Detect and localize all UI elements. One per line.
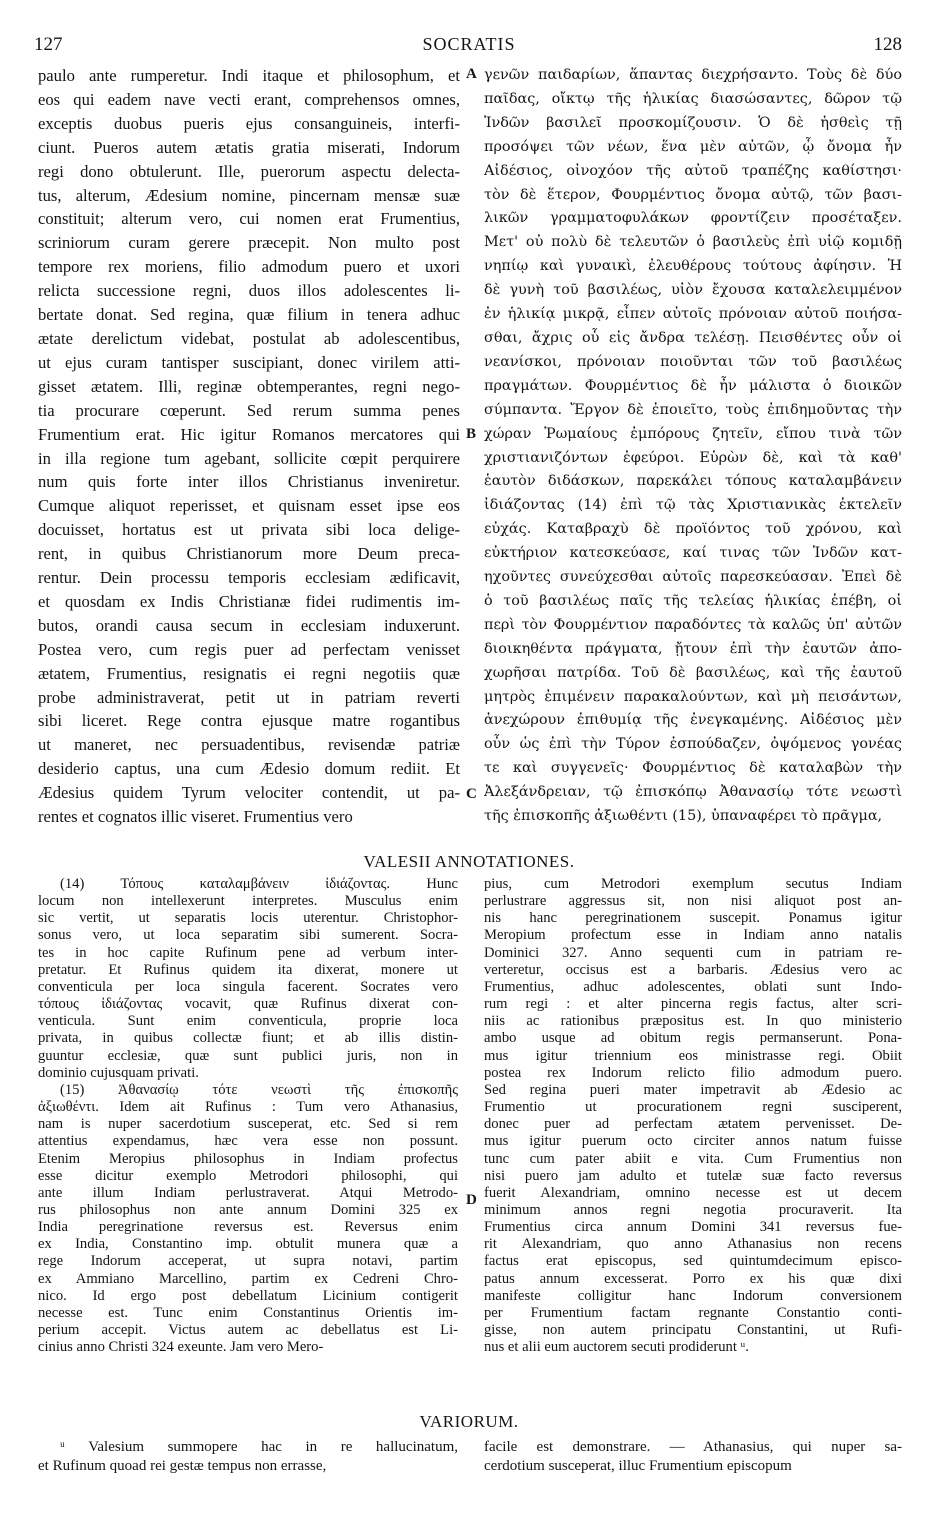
text-line: παῖδας, οἴκτῳ τῆς ἡλικίας διασώσαντες, δῶρον τῷ bbox=[484, 90, 902, 107]
text-line: ante illum Indiam perlustraverat. Atqui Metrodo- bbox=[38, 1184, 458, 1201]
text-line: rum regi : et alter pincerna regis factus, alter scri- bbox=[484, 996, 902, 1013]
text-line: Ἀλεξάνδρειαν, τῷ ἐπισκόπῳ Ἀθανασίῳ τότε νεωστὶ bbox=[484, 784, 902, 801]
text-line: Ἰνδῶν βασιλεῖ προσκομίζουσιν. Ὁ δὲ ἡσθεὶς τῇ bbox=[484, 114, 902, 131]
text-line: venticula. Sunt enim conventicula, proprie loca bbox=[38, 1013, 458, 1030]
text-line: relicta successione regni, duos illos adolescentes li- bbox=[38, 281, 460, 301]
text-line: rentes et cognatos illic viseret. Frumentius vero bbox=[38, 807, 353, 827]
text-line: σύμπαντα. Ἔργον δὲ ἐποιεῖτο, τοὺς ἐπιδημοῦντας τὴν bbox=[484, 401, 902, 418]
text-line: perlustrare aggressus sit, non nisi aliquot post an- bbox=[484, 893, 902, 910]
text-line: nus et alii eum auctorem secuti prodiderunt ᵘ. bbox=[484, 1339, 749, 1356]
variorum-heading: VARIORUM. bbox=[419, 1412, 519, 1431]
text-line: Sed regina pueri mater impetravit ab Ædesio ac bbox=[484, 1081, 902, 1098]
page-number-right: 128 bbox=[873, 34, 902, 55]
text-line: ut ejus curam tantisper suscipiant, donec virilem atti- bbox=[38, 352, 460, 372]
text-line: Μετ' οὐ πολὺ δὲ τελευτῶν ὁ βασιλεὺς ἐπὶ υἱῷ κομιδῇ bbox=[484, 234, 902, 251]
text-line: conventicula per loca singula facerent. Socrates vero bbox=[38, 978, 458, 995]
text-line: gisset ætatem. Illi, reginæ obtemperantes, regni nego- bbox=[38, 376, 460, 396]
text-line: num quis forte inter illos Christianus inveniretur. bbox=[38, 472, 460, 492]
text-line: rege Indorum acceperat, ut supra notavi, partim bbox=[38, 1253, 458, 1270]
text-line: rentur. Dein processu temporis ecclesiam ædificavit, bbox=[38, 568, 460, 588]
text-line: Cumque aliquot reperisset, et quisnam esset ipse eos bbox=[38, 496, 460, 516]
text-line: ciunt. Pueros autem ætatis gratia miserati, Indorum bbox=[38, 137, 460, 157]
text-line: et Rufinum quoad rei gestæ tempus non errasse, bbox=[38, 1458, 327, 1474]
text-line: νηπίῳ καὶ γυναικὶ, ἐλευθέρους τούτους ἀφίησιν. Ἡ bbox=[484, 258, 902, 275]
text-line: ἀνεχώρουν ἐπιθυμίᾳ τῆς ἐνεγκαμένης. Αἰδέσιος μὲν bbox=[484, 712, 902, 729]
text-line: σθαι, ἄχρις οὗ εἰς ἄνδρα τελέσῃ. Πεισθέντες οὖν οἱ bbox=[484, 329, 902, 346]
text-line: minimum annos regni negotia procuraverit. Ita bbox=[484, 1201, 902, 1218]
text-line: nico. Id ergo post debellatum Licinium contigerit bbox=[38, 1287, 458, 1304]
text-line: τόπους ἰδιάζοντας vocavit, quæ Rufinus dixerat con- bbox=[38, 996, 458, 1013]
text-line: et quosdam ex Indis Christianæ fidei rudimentis im- bbox=[38, 591, 460, 611]
text-line: χριστιανιζόντων ἐφεύροι. Εὑρὼν δὲ, καὶ τὰ καθ' bbox=[484, 449, 902, 466]
text-line: rent, in quibus Christianorum more Deum preca- bbox=[38, 544, 460, 564]
text-line: necesse est. Tunc enim Constantinus Orientis im- bbox=[38, 1304, 458, 1321]
text-line: περὶ τὸν Φουρμέντιον παραδόντες τὰ καλῶς ὑπ' αὐτῶν bbox=[484, 616, 902, 633]
text-line: τε καὶ συγγενεῖς· Φουρμέντιος δὲ καταλαβὼν τὴν bbox=[484, 760, 902, 777]
text-line: rus philosophus non ante annum Domini 325 ex bbox=[38, 1201, 458, 1218]
text-line: guuntur ecclesiæ, quæ sunt publici juris, non in bbox=[38, 1047, 458, 1064]
text-line: tunc cum pater abiit e vita. Cum Frumentius non bbox=[484, 1150, 902, 1167]
text-line: tes in hoc capite Rufinum pene ad verbum inter- bbox=[38, 944, 458, 961]
text-line: Meropium profectum esse in Indiam anno natalis bbox=[484, 927, 902, 944]
text-line: dominio cujusquam privati. bbox=[38, 1064, 199, 1081]
text-line: scriniorum curam gerere præcepit. Non multo post bbox=[38, 233, 460, 253]
text-line: patus annum excesserat. Porro ex his quæ dixi bbox=[484, 1270, 902, 1287]
annotations-left-column bbox=[38, 876, 458, 1356]
text-line: facile est demonstrare. — Athanasius, qui nuper sa- bbox=[484, 1439, 902, 1455]
text-line: mus igitur puerum octo circiter annos natum fuisse bbox=[484, 1133, 902, 1150]
text-line: γενῶν παιδαρίων, ἅπαντας διεχρήσαντο. Τοὺς δὲ δύο bbox=[484, 67, 902, 83]
text-line: fuerit Alexandriam, omnino necesse est ut decem bbox=[484, 1184, 902, 1201]
text-line: ᵘ Valesium summopere hac in re hallucinatum, bbox=[60, 1439, 458, 1455]
text-line: in illa regione tum agebant, sollicite cœpit perquirere bbox=[38, 448, 460, 468]
variorum-left-column bbox=[38, 1438, 458, 1476]
text-line: Frumentio ut procurationem regni susciperent, bbox=[484, 1099, 902, 1116]
text-line: pius, cum Metrodori exemplum secutus Indiam bbox=[484, 876, 902, 892]
text-line: bertate donat. Sed regina, quæ filium in tenera adhuc bbox=[38, 305, 460, 325]
text-line: manifeste colligitur hanc Indorum conversionem bbox=[484, 1287, 902, 1304]
margin-marker-d: D bbox=[466, 1192, 477, 1208]
text-line: δὲ γυνὴ τοῦ βασιλέως, υἱὸν ἔχουσα καταλελειμμένον bbox=[484, 282, 902, 299]
text-line: Ædesius quidem Tyrum velociter contendit, ut pa- bbox=[38, 783, 460, 803]
text-line: ambo usque ad obitum regis permanserunt. Pona- bbox=[484, 1030, 902, 1047]
text-line: νεανίσκοι, πρόνοιαν ποιοῦνται τῶν τοῦ βασιλέως bbox=[484, 353, 902, 370]
text-line: mus igitur triennium eos ministrasse regi. Obiit bbox=[484, 1047, 902, 1064]
text-line: butos, orandi causa secum in ecclesiam induxerunt. bbox=[38, 615, 460, 635]
annotations-heading: VALESII ANNOTATIONES. bbox=[363, 852, 575, 871]
text-line: Dominici 327. Anno sequenti cum in patriam re- bbox=[484, 944, 902, 961]
text-line: cerdotium susceperat, illuc Frumentium episcopum bbox=[484, 1458, 792, 1474]
text-line: χώραν Ῥωμαίους ἐμπόρους ζητεῖν, εἴπου τινὰ τῶν bbox=[484, 425, 902, 442]
text-line: προσόψει τῶν νέων, ἕνα μὲν αὐτῶν, ᾧ ὄνομα ἦν bbox=[484, 138, 902, 155]
text-line: (14) Τόπους καταλαμβάνειν ἰδιάζοντας. Hunc bbox=[60, 876, 458, 892]
text-line: eos qui eadem nave vecti erant, comprehensos omnes, bbox=[38, 89, 460, 109]
text-line: ὁ τοῦ βασιλέως παῖς τῆς τελείας ἡλικίας ἐπέβη, οἱ bbox=[484, 592, 902, 609]
text-line: ætate derelictum videbat, postulat ab adolescentibus, bbox=[38, 328, 460, 348]
margin-marker-c: C bbox=[466, 786, 477, 802]
text-line: sic vertit, ut separatis locis uterentur. Christophor- bbox=[38, 910, 458, 927]
text-line: pretatur. Et Rufinus quidem ita dixerat, monere ut bbox=[38, 961, 458, 978]
greek-text-column bbox=[484, 64, 902, 829]
text-line: per Frumentium factam regnante Constantio conti- bbox=[484, 1304, 902, 1321]
text-line: ἑαυτὸν διδάσκων, παρεκάλει τόπους καταλαμβάνειν bbox=[484, 473, 902, 490]
text-line: Etenim Meropius philosophus in Indiam profectus bbox=[38, 1150, 458, 1167]
text-line: Frumentium erat. Hic igitur Romanos mercatores qui bbox=[38, 424, 460, 444]
text-line: postea rex Indorum relicto filio admodum puero. bbox=[484, 1064, 902, 1081]
text-line: niis ac rationibus præpositus est. In quo ministerio bbox=[484, 1013, 902, 1030]
page-header bbox=[0, 34, 938, 58]
text-line: gisse, non autem principatu Constantini, ut Rufi- bbox=[484, 1322, 902, 1339]
text-line: ἰδιάζοντας (14) ἐπὶ τῷ τὰς Χριστιανικὰς ἐκτελεῖν bbox=[484, 497, 902, 514]
text-line: nisi puero jam adulto et tutelæ suæ facto reversus bbox=[484, 1167, 902, 1184]
text-line: desiderio captus, una cum Ædesio domum rediit. Et bbox=[38, 759, 460, 779]
running-title: SOCRATIS bbox=[422, 34, 516, 54]
text-line: ut maneret, nec persuadentibus, revisendæ patriæ bbox=[38, 735, 460, 755]
text-line: perium accepit. Victus autem ac debellatus est Li- bbox=[38, 1322, 458, 1339]
text-line: (15) Ἀθανασίῳ τότε νεωστὶ τῆς ἐπισκοπῆς bbox=[60, 1081, 458, 1098]
text-line: πραγμάτων. Φουρμέντιος δὲ ἦν μάλιστα ὁ διοικῶν bbox=[484, 377, 902, 394]
text-line: ætatem, Frumentius, resignatis ei regni negotiis quæ bbox=[38, 663, 460, 683]
annotations-right-column bbox=[484, 876, 902, 1356]
text-line: donec puer ad perfectam ætatem pervenisset. De- bbox=[484, 1116, 902, 1133]
text-line: rit Alexandriam, quo anno Athanasius non recens bbox=[484, 1236, 902, 1253]
text-line: tus, alterum, Ædesium nomine, pincernam mensæ suæ bbox=[38, 185, 460, 205]
text-line: ἐν ἡλικίᾳ μικρᾷ, εἶπεν αὐτοῖς πρόνοιαν αὐτοῦ ποιήσα- bbox=[484, 306, 902, 323]
text-line: διοικηθέντα πράγματα, ᾔτουν ἐπὶ τὴν ἑαυτῶν ἀπο- bbox=[484, 640, 902, 657]
text-line: docuisset, hortatus est ut privata sibi loca delige- bbox=[38, 520, 460, 540]
text-line: ex Ammiano Marcellino, partim ex Cedreni Chro- bbox=[38, 1270, 458, 1287]
text-line: μητρὸς ἐπιμένειν παρακαλούντων, καὶ μὴ πεισάντων, bbox=[484, 688, 902, 705]
text-line: sibi liceret. Rege contra ejusque matre rogantibus bbox=[38, 711, 460, 731]
page-number-left: 127 bbox=[34, 34, 63, 55]
text-line: paulo ante rumperetur. Indi itaque et philosophum, et bbox=[38, 66, 460, 85]
text-line: sonus vero, ut loca separatim sibi sumerent. Socra- bbox=[38, 927, 458, 944]
text-line: Frumentius, adhuc adolescentes, oblati sunt Indo- bbox=[484, 978, 902, 995]
text-line: exceptis duobus pueris ejus consanguineis, interfi- bbox=[38, 113, 460, 133]
text-line: ἀξιωθέντι. Idem ait Rufinus : Tum vero Athanasius, bbox=[38, 1099, 458, 1116]
margin-marker-b: B bbox=[466, 426, 477, 442]
text-line: regi dono obtulerunt. Ille, puerorum aspectu delecta- bbox=[38, 161, 460, 181]
text-line: εὐχάς. Καταβραχὺ δὲ προϊόντος τοῦ χρόνου, καὶ bbox=[484, 521, 902, 538]
margin-marker-a: A bbox=[466, 66, 477, 82]
text-line: attentius expendamus, hæc vera esse non possunt. bbox=[38, 1133, 458, 1150]
text-line: τὸν δὲ ἕτερον, Φουρμέντιος ὄνομα αὐτῷ, τῶν βασι- bbox=[484, 186, 902, 203]
text-line: nis hanc peregrinationem suscepit. Ponamus igitur bbox=[484, 910, 902, 927]
text-line: ex India, Constantino imp. obtulit munera quæ a bbox=[38, 1236, 458, 1253]
text-line: esse dicitur exemplo Metrodori philosophi, qui bbox=[38, 1167, 458, 1184]
text-line: factus erat episcopus, sed quintumdecimum episco- bbox=[484, 1253, 902, 1270]
text-line: constituit; alterum vero, cui nomen erat Frumentius, bbox=[38, 209, 460, 229]
text-line: Αἰδέσιος, οἰνοχόον τῆς αὐτοῦ τραπέζης καθίστησι· bbox=[484, 162, 902, 179]
text-line: privata, in quibus collectæ fiunt; et ab illis distin- bbox=[38, 1030, 458, 1047]
text-line: tempore rex moriens, filio admodum puero et uxori bbox=[38, 257, 460, 277]
text-line: Postea vero, cum regis puer ad perfectam venisset bbox=[38, 639, 460, 659]
text-line: οὖν ὡς ἐπὶ τὴν Τύρον ἐσπούδαζεν, ὀψόμενος γονέας bbox=[484, 736, 902, 753]
text-line: cinius anno Christi 324 exeunte. Jam vero Mero- bbox=[38, 1339, 324, 1356]
variorum-right-column bbox=[484, 1438, 902, 1476]
text-line: locum non intellexerunt interpretes. Musculus enim bbox=[38, 893, 458, 910]
text-line: India peregrinatione reversus est. Reversus enim bbox=[38, 1219, 458, 1236]
text-line: Frumentius circa annum Domini 341 reversus fue- bbox=[484, 1219, 902, 1236]
text-line: τῆς ἐπισκοπῆς ἀξιωθέντι (15), ὑπαναφέρει τὸ πρᾶγμα, bbox=[484, 808, 883, 825]
latin-text-column bbox=[38, 64, 460, 829]
text-line: probe administraverat, petit ut in patriam reverti bbox=[38, 687, 460, 707]
text-line: εὐκτήριον κατεσκεύασε, καί τινας τῶν Ἰνδῶν κατ- bbox=[484, 545, 902, 562]
text-line: tia procurare cœperunt. Sed rerum summa penes bbox=[38, 400, 460, 420]
text-line: λικῶν γραμματοφυλάκων φροντίζειν προσέταξεν. bbox=[484, 210, 902, 227]
text-line: verteretur, occisus est a barbaris. Ædesius vero ac bbox=[484, 961, 902, 978]
text-line: nam is nuper sacerdotium susceperat, etc. Sed si rem bbox=[38, 1116, 458, 1133]
text-line: ηχοῦντες συνεύχεσθαι αὐτοῖς παρεσκεύασαν. Ἐπεὶ δὲ bbox=[484, 569, 902, 586]
text-line: χωρῆσαι πατρίδα. Τοῦ δὲ βασιλέως, καὶ τῆς ἑαυτοῦ bbox=[484, 664, 902, 681]
